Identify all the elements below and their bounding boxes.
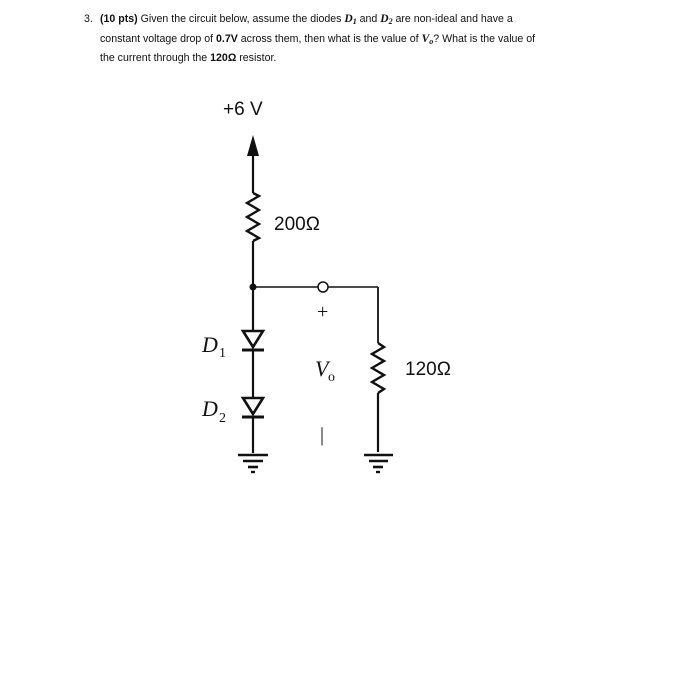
resistor-120-label: 120Ω (405, 359, 451, 380)
vo-letter: V (421, 32, 430, 45)
output-terminal (318, 282, 328, 292)
question-text-3a: the current through the (100, 52, 211, 64)
question-text-1a: Given the circuit below, assume the diodes (137, 13, 345, 25)
d1-subscript: 1 (352, 17, 357, 26)
voltage-drop-value: 0.7V (216, 32, 238, 45)
d2-label-subscript: 2 (219, 411, 226, 426)
diode-d1 (242, 331, 264, 350)
question-text-2a: constant voltage drop of (100, 32, 217, 45)
d2-subscript: 2 (388, 17, 393, 26)
question-text-2b: across them, then what is the value of (237, 32, 422, 45)
question-text-2c: ? What is the value of (433, 32, 536, 45)
supply-voltage-label: +6 V (223, 99, 263, 120)
resistor-value-bold: 120Ω (210, 52, 237, 64)
d1-letter: D (344, 13, 353, 25)
d1-label-letter: D (202, 332, 218, 357)
question-points: (10 pts) (100, 13, 138, 25)
question-text-1c: are non-ideal and have a (392, 13, 513, 25)
d1-label-subscript: 1 (219, 346, 226, 361)
question-number: 3. (84, 13, 93, 25)
d2-letter: D (380, 13, 389, 25)
vo-label-subscript: o (328, 370, 335, 385)
ground-left-symbol (238, 455, 268, 472)
question-text-1b: and (356, 13, 381, 25)
supply-arrow (247, 135, 259, 156)
diode-d2 (242, 398, 264, 417)
vo-plus-sign: + (317, 301, 329, 323)
question-text-3b: resistor. (236, 52, 277, 64)
resistor-200-label: 200Ω (274, 214, 320, 235)
vo-label-letter: V (315, 356, 329, 381)
resistor-200-ohm (247, 193, 259, 241)
ground-right-symbol (364, 455, 393, 472)
resistor-120-ohm (372, 343, 384, 393)
vo-minus-sign: | (320, 424, 325, 446)
d2-label-letter: D (202, 396, 218, 421)
vo-subscript: o (429, 36, 434, 46)
